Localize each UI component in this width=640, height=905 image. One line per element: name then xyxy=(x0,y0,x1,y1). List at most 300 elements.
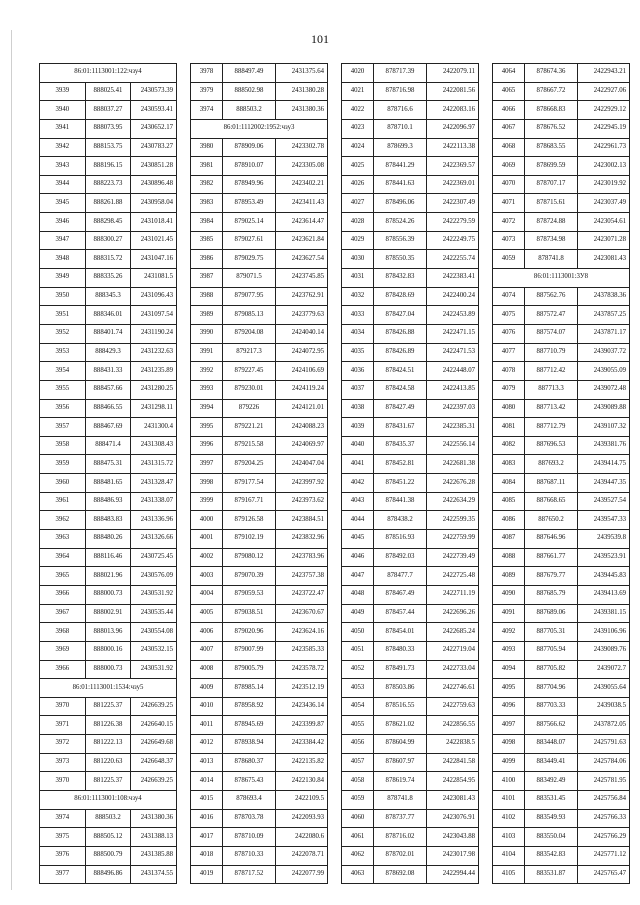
x-coordinate: 881225.37 xyxy=(85,772,131,791)
table-row xyxy=(40,530,177,549)
x-coordinate: 879059.53 xyxy=(223,585,276,604)
x-coordinate: 888298.45 xyxy=(85,213,131,232)
x-coordinate: 878503.86 xyxy=(374,679,427,698)
y-coordinate: 2423076.91 xyxy=(427,809,479,828)
y-coordinate: 2439547.33 xyxy=(578,511,630,530)
table-row xyxy=(40,604,177,623)
table-row xyxy=(342,753,479,772)
x-coordinate: 888483.83 xyxy=(85,511,131,530)
table-row xyxy=(191,250,328,269)
y-coordinate: 2431298.11 xyxy=(131,399,177,418)
table-row xyxy=(342,231,479,250)
y-coordinate: 2431081.5 xyxy=(131,269,177,288)
x-coordinate: 887705.82 xyxy=(525,660,578,679)
x-coordinate: 879221.21 xyxy=(223,418,276,437)
point-number: 3982 xyxy=(191,175,223,194)
point-number: 4019 xyxy=(191,865,223,884)
y-coordinate: 2431315.72 xyxy=(131,455,177,474)
table-row xyxy=(493,530,630,549)
x-coordinate: 878424.51 xyxy=(374,362,427,381)
table-row xyxy=(493,697,630,716)
point-number: 4028 xyxy=(342,213,374,232)
table-row xyxy=(493,213,630,232)
y-coordinate: 2423627.54 xyxy=(276,250,328,269)
x-coordinate: 878717.52 xyxy=(223,865,276,884)
table-row xyxy=(342,809,479,828)
point-number: 3963 xyxy=(40,530,86,549)
table-row xyxy=(40,119,177,138)
table-row xyxy=(342,846,479,865)
point-number: 4020 xyxy=(342,64,374,83)
x-coordinate: 888503.2 xyxy=(223,101,276,120)
y-coordinate: 2422255.74 xyxy=(427,250,479,269)
y-coordinate: 2422634.29 xyxy=(427,492,479,511)
table-row xyxy=(40,828,177,847)
point-number: 4102 xyxy=(493,809,525,828)
point-number: 4032 xyxy=(342,287,374,306)
x-coordinate: 888429.3 xyxy=(85,343,131,362)
coordinates-table-column-2 xyxy=(190,63,328,884)
x-coordinate: 878717.39 xyxy=(374,64,427,83)
x-coordinate: 879027.61 xyxy=(223,231,276,250)
x-coordinate: 878985.14 xyxy=(223,679,276,698)
x-coordinate: 887572.47 xyxy=(525,306,578,325)
point-number: 4024 xyxy=(342,138,374,157)
y-coordinate: 2423054.61 xyxy=(578,213,630,232)
point-number: 3945 xyxy=(40,194,86,213)
x-coordinate: 878452.81 xyxy=(374,455,427,474)
x-coordinate: 887693.2 xyxy=(525,455,578,474)
x-coordinate: 878675.43 xyxy=(223,772,276,791)
x-coordinate: 879070.39 xyxy=(223,567,276,586)
x-coordinate: 878737.77 xyxy=(374,809,427,828)
table-row xyxy=(493,735,630,754)
table-row xyxy=(342,250,479,269)
y-coordinate: 2422943.21 xyxy=(578,64,630,83)
y-coordinate: 2426648.37 xyxy=(131,753,177,772)
x-coordinate: 888467.69 xyxy=(85,418,131,437)
x-coordinate: 878953.49 xyxy=(223,194,276,213)
table-row xyxy=(40,362,177,381)
table-row xyxy=(493,324,630,343)
point-number: 3991 xyxy=(191,343,223,362)
y-coordinate: 2422746.61 xyxy=(427,679,479,698)
table-row xyxy=(191,865,328,884)
x-coordinate: 878550.35 xyxy=(374,250,427,269)
y-coordinate: 2431326.66 xyxy=(131,530,177,549)
point-number: 3947 xyxy=(40,231,86,250)
point-number: 3960 xyxy=(40,474,86,493)
y-coordinate: 2430783.27 xyxy=(131,138,177,157)
table-row xyxy=(493,809,630,828)
x-coordinate: 878667.72 xyxy=(525,82,578,101)
table-row xyxy=(342,492,479,511)
point-number: 3970 xyxy=(40,772,86,791)
y-coordinate: 2422400.24 xyxy=(427,287,479,306)
table-row xyxy=(40,641,177,660)
x-coordinate: 887696.53 xyxy=(525,436,578,455)
point-number: 4033 xyxy=(342,306,374,325)
x-coordinate: 879126.58 xyxy=(223,511,276,530)
point-number: 3969 xyxy=(40,641,86,660)
table-row xyxy=(191,530,328,549)
y-coordinate: 2422471.53 xyxy=(427,343,479,362)
parcel-header-row xyxy=(40,64,177,83)
point-number: 4064 xyxy=(493,64,525,83)
point-number: 4017 xyxy=(191,828,223,847)
x-coordinate: 878451.22 xyxy=(374,474,427,493)
table-row xyxy=(493,119,630,138)
x-coordinate: 878702.01 xyxy=(374,846,427,865)
table-row xyxy=(191,343,328,362)
point-number: 4022 xyxy=(342,101,374,120)
parcel-id: 86:01:1113001:1534:чзу5 xyxy=(40,679,177,698)
y-coordinate: 2430576.09 xyxy=(131,567,177,586)
y-coordinate: 2426639.25 xyxy=(131,772,177,791)
x-coordinate: 878945.69 xyxy=(223,716,276,735)
table-row xyxy=(191,82,328,101)
y-coordinate: 2431232.63 xyxy=(131,343,177,362)
y-coordinate: 2423071.28 xyxy=(578,231,630,250)
y-coordinate: 2423017.98 xyxy=(427,846,479,865)
x-coordinate: 879167.71 xyxy=(223,492,276,511)
x-coordinate: 887713.42 xyxy=(525,399,578,418)
parcel-header-row xyxy=(191,119,328,138)
table-row xyxy=(191,380,328,399)
point-number: 4055 xyxy=(342,716,374,735)
x-coordinate: 878734.98 xyxy=(525,231,578,250)
x-coordinate: 878607.97 xyxy=(374,753,427,772)
table-row xyxy=(191,735,328,754)
table-row xyxy=(191,436,328,455)
table-row xyxy=(342,865,479,884)
table-row xyxy=(191,828,328,847)
point-number: 4093 xyxy=(493,641,525,660)
y-coordinate: 2422413.85 xyxy=(427,380,479,399)
x-coordinate: 878619.74 xyxy=(374,772,427,791)
table-row xyxy=(191,306,328,325)
point-number: 3981 xyxy=(191,157,223,176)
point-number: 4072 xyxy=(493,213,525,232)
table-row xyxy=(493,846,630,865)
point-number: 4059 xyxy=(493,250,525,269)
y-coordinate: 2439539.8 xyxy=(578,530,630,549)
y-coordinate: 2431018.41 xyxy=(131,213,177,232)
x-coordinate: 888505.12 xyxy=(85,828,131,847)
point-number: 4079 xyxy=(493,380,525,399)
y-coordinate: 2423624.16 xyxy=(276,623,328,642)
y-coordinate: 2425784.06 xyxy=(578,753,630,772)
table-row xyxy=(493,64,630,83)
x-coordinate: 883550.04 xyxy=(525,828,578,847)
y-coordinate: 2422081.56 xyxy=(427,82,479,101)
y-coordinate: 2423384.42 xyxy=(276,735,328,754)
y-coordinate: 2439072.48 xyxy=(578,380,630,399)
table-row xyxy=(40,567,177,586)
table-row xyxy=(191,324,328,343)
point-number: 3944 xyxy=(40,175,86,194)
y-coordinate: 2431380.28 xyxy=(276,82,328,101)
y-coordinate: 2431190.24 xyxy=(131,324,177,343)
table-row xyxy=(342,474,479,493)
point-number: 4092 xyxy=(493,623,525,642)
x-coordinate: 878949.96 xyxy=(223,175,276,194)
table-row xyxy=(191,846,328,865)
x-coordinate: 878674.36 xyxy=(525,64,578,83)
y-coordinate: 2422676.28 xyxy=(427,474,479,493)
point-number: 4026 xyxy=(342,175,374,194)
table-row xyxy=(342,623,479,642)
point-number: 3971 xyxy=(40,716,86,735)
y-coordinate: 2422599.35 xyxy=(427,511,479,530)
y-coordinate: 2424040.14 xyxy=(276,324,328,343)
point-number: 3978 xyxy=(191,64,223,83)
x-coordinate: 888345.3 xyxy=(85,287,131,306)
x-coordinate: 878480.33 xyxy=(374,641,427,660)
y-coordinate: 2422080.6 xyxy=(276,828,328,847)
point-number: 4010 xyxy=(191,697,223,716)
parcel-id: 86:01:1113001:122:чзу4 xyxy=(40,64,177,83)
table-row xyxy=(493,641,630,660)
y-coordinate: 2431338.07 xyxy=(131,492,177,511)
point-number: 4090 xyxy=(493,585,525,604)
table-row xyxy=(40,138,177,157)
y-coordinate: 2439037.72 xyxy=(578,343,630,362)
y-coordinate: 2439107.32 xyxy=(578,418,630,437)
x-coordinate: 887687.11 xyxy=(525,474,578,493)
x-coordinate: 878693.4 xyxy=(223,790,276,809)
y-coordinate: 2422696.26 xyxy=(427,604,479,623)
x-coordinate: 887646.96 xyxy=(525,530,578,549)
table-row xyxy=(342,399,479,418)
y-coordinate: 2422113.38 xyxy=(427,138,479,157)
x-coordinate: 879102.19 xyxy=(223,530,276,549)
table-row xyxy=(40,231,177,250)
y-coordinate: 2422109.5 xyxy=(276,790,328,809)
table-row xyxy=(342,585,479,604)
y-coordinate: 2422453.89 xyxy=(427,306,479,325)
table-row xyxy=(40,269,177,288)
y-coordinate: 2422711.19 xyxy=(427,585,479,604)
table-row xyxy=(342,772,479,791)
table-row xyxy=(40,399,177,418)
point-number: 3951 xyxy=(40,306,86,325)
x-coordinate: 879007.99 xyxy=(223,641,276,660)
point-number: 3958 xyxy=(40,436,86,455)
point-number: 3997 xyxy=(191,455,223,474)
point-number: 4042 xyxy=(342,474,374,493)
x-coordinate: 878668.83 xyxy=(525,101,578,120)
y-coordinate: 2439089.88 xyxy=(578,399,630,418)
point-number: 4103 xyxy=(493,828,525,847)
y-coordinate: 2431021.45 xyxy=(131,231,177,250)
y-coordinate: 2422856.55 xyxy=(427,716,479,735)
point-number: 4034 xyxy=(342,324,374,343)
y-coordinate: 2423997.92 xyxy=(276,474,328,493)
point-number: 4082 xyxy=(493,436,525,455)
y-coordinate: 2423757.38 xyxy=(276,567,328,586)
point-number: 3989 xyxy=(191,306,223,325)
table-row xyxy=(342,213,479,232)
table-row xyxy=(342,697,479,716)
table-row xyxy=(493,436,630,455)
x-coordinate: 888025.41 xyxy=(85,82,131,101)
y-coordinate: 2426639.25 xyxy=(131,697,177,716)
point-number: 4039 xyxy=(342,418,374,437)
table-row xyxy=(493,82,630,101)
x-coordinate: 878692.08 xyxy=(374,865,427,884)
table-row xyxy=(191,492,328,511)
y-coordinate: 2431096.43 xyxy=(131,287,177,306)
table-row xyxy=(342,604,479,623)
y-coordinate: 2422471.15 xyxy=(427,324,479,343)
point-number: 4086 xyxy=(493,511,525,530)
point-number: 4075 xyxy=(493,306,525,325)
point-number: 4014 xyxy=(191,772,223,791)
table-row xyxy=(342,548,479,567)
x-coordinate: 888471.4 xyxy=(85,436,131,455)
y-coordinate: 2422733.04 xyxy=(427,660,479,679)
parcel-header-row xyxy=(493,269,630,288)
table-row xyxy=(191,809,328,828)
y-coordinate: 2422448.07 xyxy=(427,362,479,381)
y-coordinate: 2430725.45 xyxy=(131,548,177,567)
x-coordinate: 888503.2 xyxy=(85,809,131,828)
x-coordinate: 878707.17 xyxy=(525,175,578,194)
table-row xyxy=(40,175,177,194)
x-coordinate: 878716.98 xyxy=(374,82,427,101)
y-coordinate: 2422945.19 xyxy=(578,119,630,138)
table-row xyxy=(191,716,328,735)
page-number: 101 xyxy=(311,32,329,46)
point-number: 4073 xyxy=(493,231,525,250)
table-row xyxy=(191,697,328,716)
y-coordinate: 2424047.04 xyxy=(276,455,328,474)
point-number: 4021 xyxy=(342,82,374,101)
x-coordinate: 878676.52 xyxy=(525,119,578,138)
point-number: 4069 xyxy=(493,157,525,176)
table-row xyxy=(342,679,479,698)
y-coordinate: 2425766.29 xyxy=(578,828,630,847)
x-coordinate: 883531.45 xyxy=(525,790,578,809)
table-row xyxy=(493,772,630,791)
y-coordinate: 2422383.41 xyxy=(427,269,479,288)
table-row xyxy=(493,474,630,493)
x-coordinate: 887705.94 xyxy=(525,641,578,660)
point-number: 4018 xyxy=(191,846,223,865)
point-number: 4036 xyxy=(342,362,374,381)
x-coordinate: 878910.07 xyxy=(223,157,276,176)
point-number: 3994 xyxy=(191,399,223,418)
x-coordinate: 883448.07 xyxy=(525,735,578,754)
table-row xyxy=(493,679,630,698)
table-row xyxy=(191,679,328,698)
table-row xyxy=(342,660,479,679)
y-coordinate: 2439527.54 xyxy=(578,492,630,511)
point-number: 3955 xyxy=(40,380,86,399)
y-coordinate: 2430652.17 xyxy=(131,119,177,138)
x-coordinate: 878683.55 xyxy=(525,138,578,157)
y-coordinate: 2422759.99 xyxy=(427,530,479,549)
table-row xyxy=(40,343,177,362)
table-row xyxy=(40,865,177,884)
x-coordinate: 888021.96 xyxy=(85,567,131,586)
table-row xyxy=(493,138,630,157)
table-row xyxy=(40,287,177,306)
y-coordinate: 2431300.4 xyxy=(131,418,177,437)
table-row xyxy=(40,194,177,213)
y-coordinate: 2425766.33 xyxy=(578,809,630,828)
y-coordinate: 2423670.67 xyxy=(276,604,328,623)
y-coordinate: 2439381.76 xyxy=(578,436,630,455)
point-number: 3979 xyxy=(191,82,223,101)
x-coordinate: 878428.69 xyxy=(374,287,427,306)
point-number: 4066 xyxy=(493,101,525,120)
y-coordinate: 2423614.47 xyxy=(276,213,328,232)
x-coordinate: 888335.26 xyxy=(85,269,131,288)
y-coordinate: 2422759.63 xyxy=(427,697,479,716)
point-number: 4096 xyxy=(493,697,525,716)
x-coordinate: 888153.75 xyxy=(85,138,131,157)
table-row xyxy=(493,380,630,399)
x-coordinate: 888502.98 xyxy=(223,82,276,101)
y-coordinate: 2422077.99 xyxy=(276,865,328,884)
coordinates-table-column-4 xyxy=(492,63,630,884)
table-row xyxy=(191,790,328,809)
table-row xyxy=(191,511,328,530)
table-row xyxy=(191,157,328,176)
point-number: 3957 xyxy=(40,418,86,437)
y-coordinate: 2422369.01 xyxy=(427,175,479,194)
y-coordinate: 2425781.95 xyxy=(578,772,630,791)
x-coordinate: 879204.08 xyxy=(223,324,276,343)
x-coordinate: 878427.04 xyxy=(374,306,427,325)
table-row xyxy=(493,716,630,735)
y-coordinate: 2439413.69 xyxy=(578,585,630,604)
table-row xyxy=(191,269,328,288)
table-row xyxy=(191,604,328,623)
x-coordinate: 888196.15 xyxy=(85,157,131,176)
table-row xyxy=(493,865,630,884)
table-row xyxy=(40,492,177,511)
table-row xyxy=(40,455,177,474)
table-row xyxy=(191,399,328,418)
point-number: 4003 xyxy=(191,567,223,586)
parcel-header-row xyxy=(40,679,177,698)
y-coordinate: 2422838.5 xyxy=(427,735,479,754)
y-coordinate: 2431385.88 xyxy=(131,846,177,865)
x-coordinate: 878457.44 xyxy=(374,604,427,623)
x-coordinate: 888000.73 xyxy=(85,585,131,604)
table-row xyxy=(342,641,479,660)
point-number: 4047 xyxy=(342,567,374,586)
point-number: 3970 xyxy=(40,697,86,716)
table-row xyxy=(342,511,479,530)
table-row xyxy=(191,362,328,381)
table-row xyxy=(342,324,479,343)
x-coordinate: 881226.38 xyxy=(85,716,131,735)
scan-edge-line xyxy=(11,30,12,890)
table-row xyxy=(493,194,630,213)
y-coordinate: 2423043.88 xyxy=(427,828,479,847)
point-number: 3956 xyxy=(40,399,86,418)
table-row xyxy=(40,101,177,120)
point-number: 4001 xyxy=(191,530,223,549)
point-number: 3968 xyxy=(40,623,86,642)
y-coordinate: 2431308.43 xyxy=(131,436,177,455)
x-coordinate: 878516.93 xyxy=(374,530,427,549)
y-coordinate: 2422961.73 xyxy=(578,138,630,157)
